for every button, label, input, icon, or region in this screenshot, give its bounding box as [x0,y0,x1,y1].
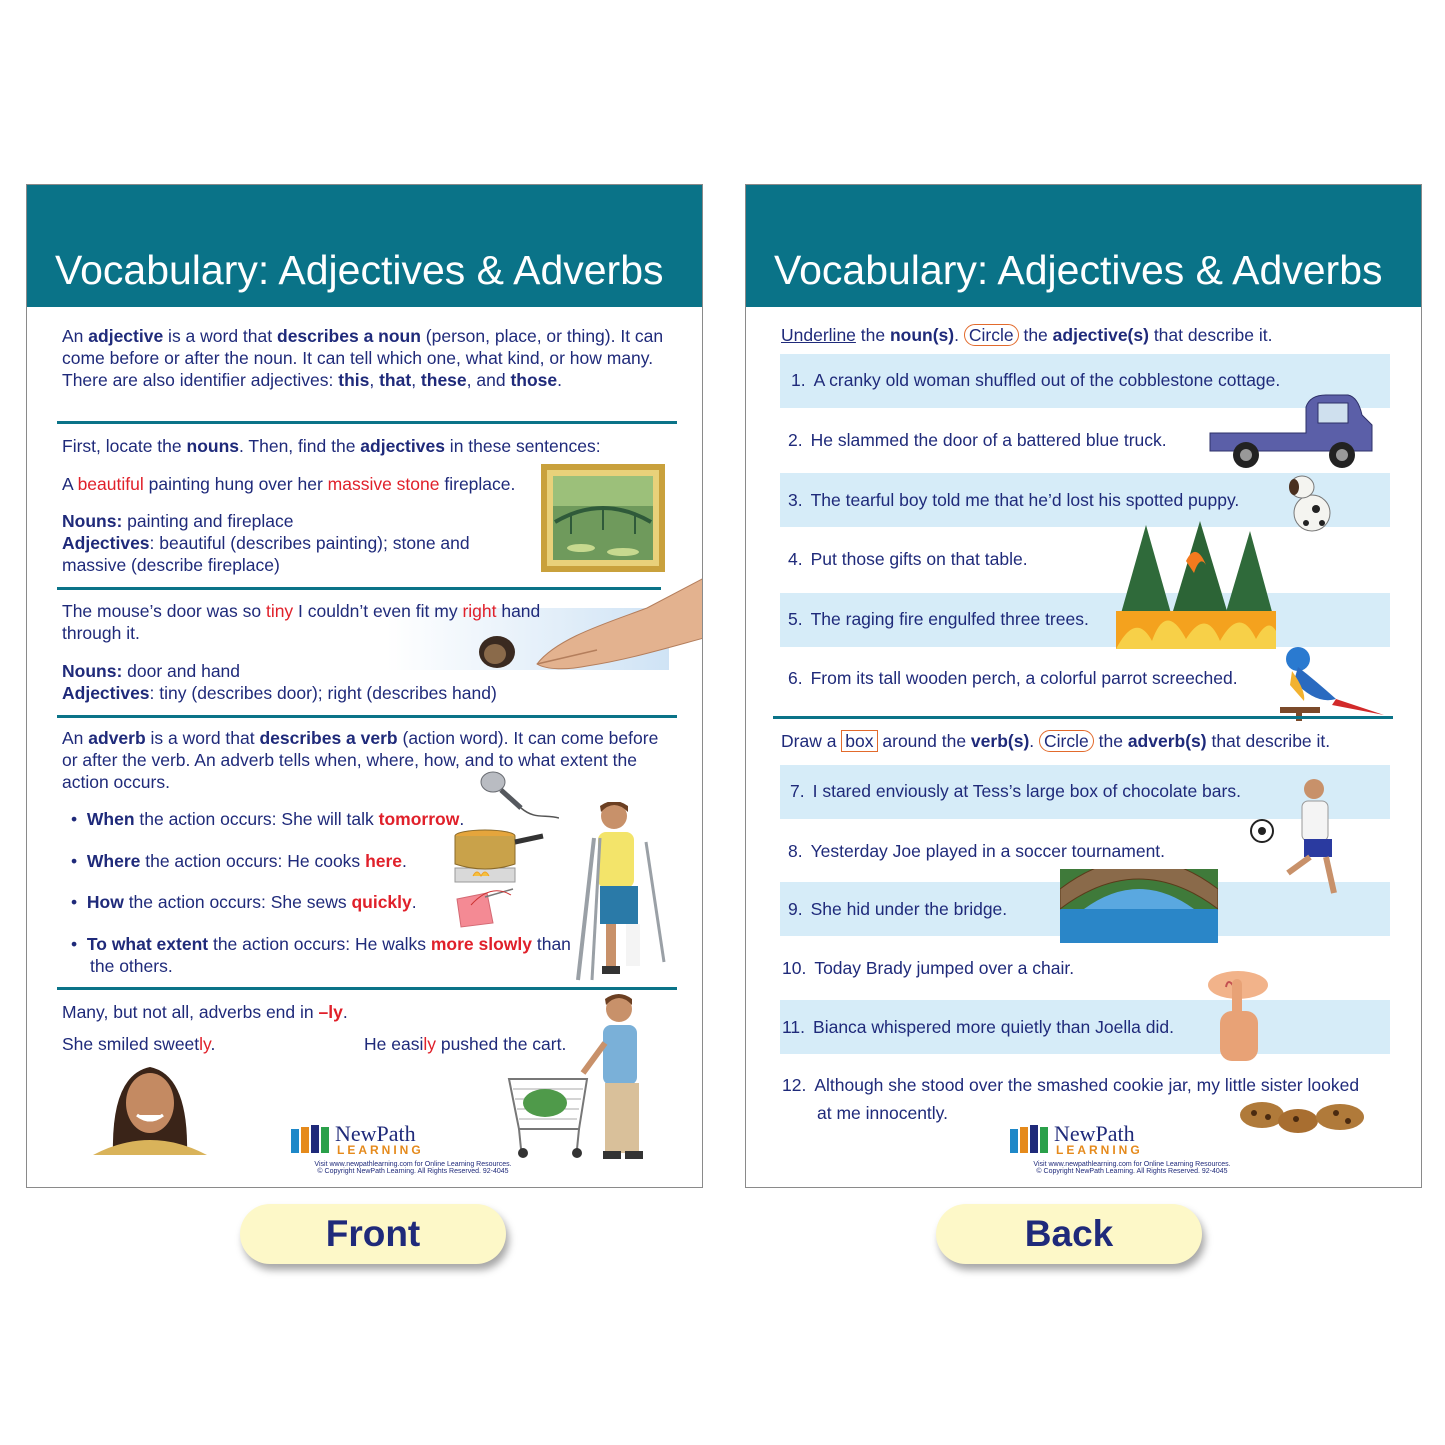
exercise-item-3: 3. The tearful boy told me that he’d lost his spotted puppy. [788,490,1240,510]
example-1-nouns: Nouns: painting and fireplace [62,511,294,531]
spotted-puppy-image [1282,473,1338,535]
exercise-item-5: 5. The raging fire engulfed three trees. [788,609,1089,629]
bullet-where: • Where the action occurs: He cooks here. [71,851,407,871]
logo-brand-text: NewPath [1054,1121,1135,1146]
back-title: Vocabulary: Adjectives & Adverbs [774,247,1383,293]
exercise-item-4: 4. Put those gifts on that table. [788,549,1028,569]
logo-mark-icon [291,1125,331,1155]
front-card [26,184,703,1188]
front-label: Front [240,1204,506,1264]
smiling-woman-image [93,1055,207,1155]
example-1-adjectives: Adjectives: beautiful (describes painting); stone and massive (describe fireplace) [62,533,470,575]
exercise-item-11: 11. Bianca whispered more quietly than Joella did. [782,1017,1174,1037]
instruction-adjectives: Underline the noun(s). Circle the adjective(s) that describe it. [781,325,1273,345]
bullet-when: • When the action occurs: She will talk tomorrow. [71,809,465,829]
exercise-item-7: 7. I stared enviously at Tess’s large box of chocolate bars. [790,781,1241,801]
parrot-image [1276,641,1386,721]
adverb-definition: An adverb is a word that describes a verb (action word). It can come before or after the verb. An adverb tells when, where, how, and to what extent the action occurs. [62,728,659,792]
newpath-logo [1010,1121,1250,1181]
logo-fine-print: Visit www.newpathlearning.com for Online Learning Resources. © Copyright NewPath Learning. All Rights Reserved. 92-4045 [314,1161,512,1175]
logo-brand-subtext: LEARNING [337,1143,424,1157]
ly-note: Many, but not all, adverbs end in –ly. [62,1002,348,1022]
divider [773,716,1393,719]
exercise-item-12: 12. Although she stood over the smashed cookie jar, my little sister looked [782,1075,1360,1095]
divider [57,421,677,424]
logo-brand-text: NewPath [335,1121,416,1146]
logo-mark-icon [1010,1125,1050,1155]
front-title-banner [27,185,702,307]
soccer-player-image [1248,777,1358,905]
bullet-extent: • To what extent the action occurs: He walks more slowly than the others. [71,934,571,976]
newpath-logo [291,1121,531,1181]
example-sentence-2: The mouse’s door was so tiny I couldn’t even fit my right hand through it. [62,601,541,643]
divider [57,987,677,990]
exercise-item-10: 10. Today Brady jumped over a chair. [782,958,1075,978]
ly-example-2: He easily pushed the cart. [364,1034,567,1054]
front-title: Vocabulary: Adjectives & Adverbs [55,247,664,293]
exercise-item-12-continued: at me innocently. [817,1103,948,1123]
example-sentence-1: A beautiful painting hung over her massive stone fireplace. [62,474,516,494]
example-2-nouns: Nouns: door and hand [62,661,241,681]
back-label: Back [936,1204,1202,1264]
stone-bridge-image [1060,869,1218,943]
microphone-image [475,770,559,822]
divider [57,715,677,718]
exercise-item-1: 1. A cranky old woman shuffled out of the cobblestone cottage. [791,370,1281,390]
exercise-item-2: 2. He slammed the door of a battered blue truck. [788,430,1167,450]
instruction-adverbs: Draw a box around the verb(s). Circle the adverb(s) that describe it. [781,731,1331,751]
logo-fine-print: Visit www.newpathlearning.com for Online Learning Resources. © Copyright NewPath Learning. All Rights Reserved. 92-4045 [1033,1161,1231,1175]
shush-finger-image [1206,971,1270,1063]
sewing-image [451,885,517,929]
logo-brand-subtext: LEARNING [1056,1143,1143,1157]
exercise-item-9: 9. She hid under the bridge. [788,899,1008,919]
burning-trees-image [1116,521,1276,649]
boy-crutches-image [572,802,672,987]
painting-image [541,464,665,572]
example-2-adjectives: Adjectives: tiny (describes door); right (describes hand) [62,683,497,703]
bullet-how: • How the action occurs: She sews quickly. [71,892,417,912]
exercise-item-8: 8. Yesterday Joe played in a soccer tournament. [788,841,1166,861]
cooking-pot-image [445,828,545,888]
exercise-item-6: 6. From its tall wooden perch, a colorful parrot screeched. [788,668,1238,688]
blue-truck-image [1206,393,1376,471]
ly-example-1: She smiled sweetly. [62,1034,216,1054]
adjective-definition: An adjective is a word that describes a noun (person, place, or thing). It can come before or after the noun. It can tell which one, what kind, or how many. There are also identifier adjectives: this, that, these, and those. [62,326,664,390]
back-title-banner [746,185,1421,307]
back-card [745,184,1422,1188]
locate-instruction: First, locate the nouns. Then, find the adjectives in these sentences: [62,436,601,456]
cookies-image [1240,1095,1366,1139]
